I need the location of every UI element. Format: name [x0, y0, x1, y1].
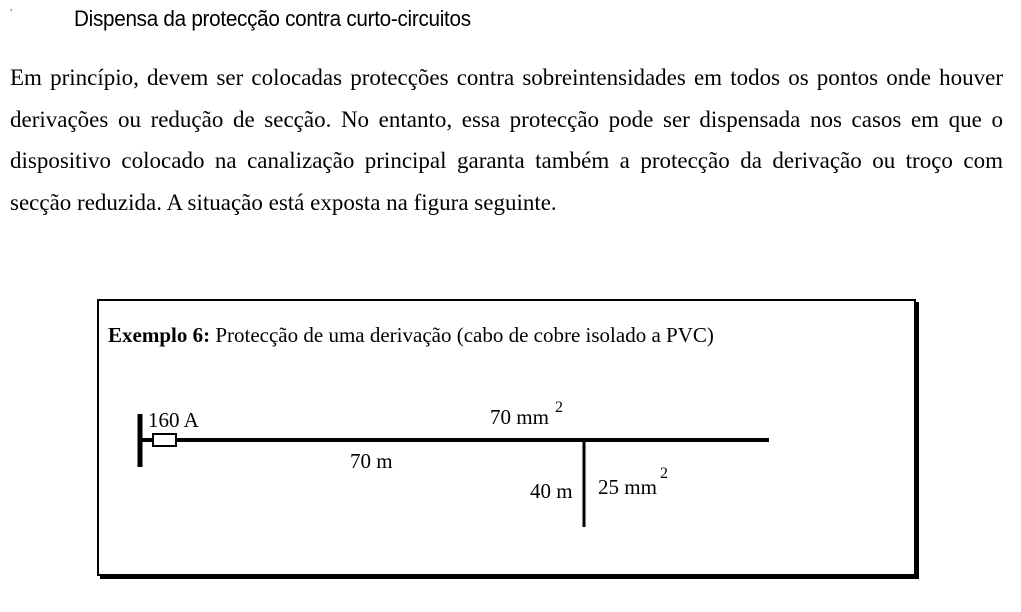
- fuse-rating-label: 160 A: [148, 408, 199, 432]
- main-section-exponent: 2: [555, 399, 563, 416]
- main-section-label: 70 mm: [490, 405, 549, 429]
- branch-section-exponent: 2: [660, 465, 668, 482]
- circuit-diagram: [99, 301, 914, 574]
- main-length-label: 70 m: [350, 449, 393, 473]
- section-title: Dispensa da protecção contra curto-circuitos: [74, 6, 471, 31]
- corner-mark: ’: [10, 8, 13, 19]
- fuse-icon: [153, 434, 176, 446]
- example-label: Exemplo 6:: [108, 323, 211, 347]
- body-paragraph: Em princípio, devem ser colocadas protecções contra sobreintensidades em todos os pontos onde houver derivações ou redução de secção. No entanto, essa protecção pode ser dispensada nos casos em que o dispositivo colocado na canalização principal garanta também a protecção da derivação ou troço com secção reduzida. A situação está exposta na figura seguinte.: [10, 65, 1003, 215]
- example-caption-text: Protecção de uma derivação (cabo de cobre isolado a PVC): [210, 323, 714, 347]
- branch-section-label: 25 mm: [598, 475, 657, 499]
- branch-length-label: 40 m: [530, 479, 573, 503]
- example-box: [97, 299, 916, 576]
